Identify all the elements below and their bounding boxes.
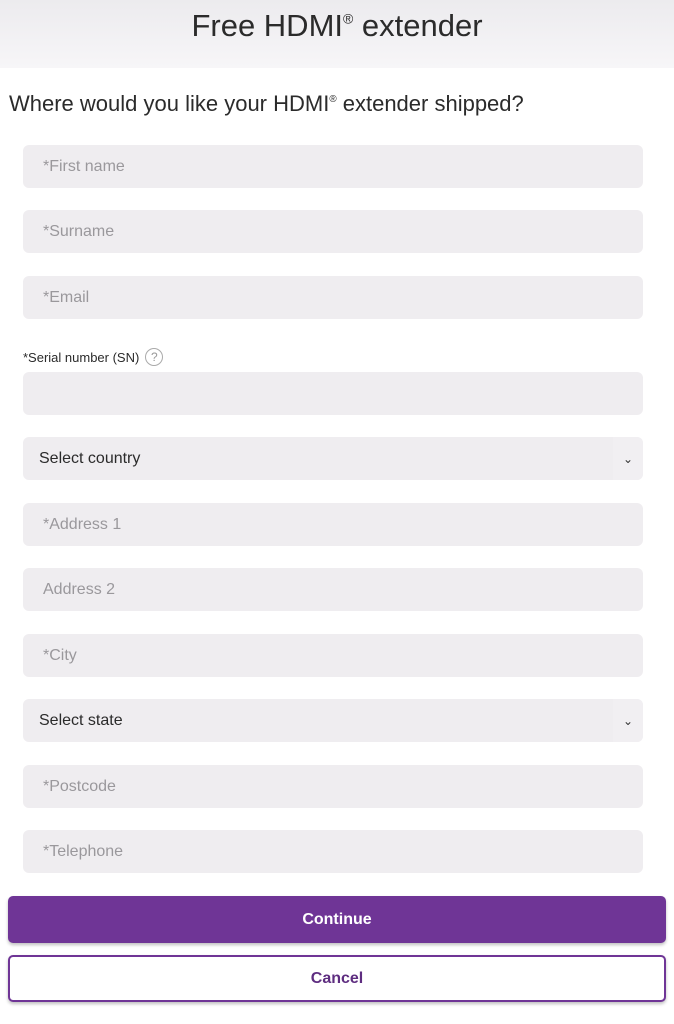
serial-number-label: [23, 348, 163, 366]
surname-input[interactable]: [23, 210, 643, 253]
form-heading: Where would you like your HDMI® extender shipped?: [9, 91, 524, 116]
chevron-down-icon: ⌄: [613, 699, 643, 742]
country-select-value: Select country: [39, 449, 141, 467]
continue-button[interactable]: Continue: [8, 896, 666, 943]
chevron-down-icon: ⌄: [613, 437, 643, 480]
postcode-input[interactable]: [23, 765, 643, 808]
serial-number-input[interactable]: [23, 372, 643, 415]
address2-input[interactable]: [23, 568, 643, 611]
email-input[interactable]: [23, 276, 643, 319]
first-name-input[interactable]: [23, 145, 643, 188]
country-select[interactable]: [23, 437, 643, 480]
page-title: Free HDMI® extender: [191, 8, 483, 43]
help-icon[interactable]: ?: [145, 348, 163, 366]
telephone-input[interactable]: [23, 830, 643, 873]
city-input[interactable]: [23, 634, 643, 677]
state-select-value: Select state: [39, 711, 123, 729]
state-select[interactable]: [23, 699, 643, 742]
address1-input[interactable]: [23, 503, 643, 546]
serial-label-text: *Serial number (SN): [23, 349, 140, 365]
page-header: [0, 0, 674, 68]
cancel-button[interactable]: Cancel: [8, 955, 666, 1002]
